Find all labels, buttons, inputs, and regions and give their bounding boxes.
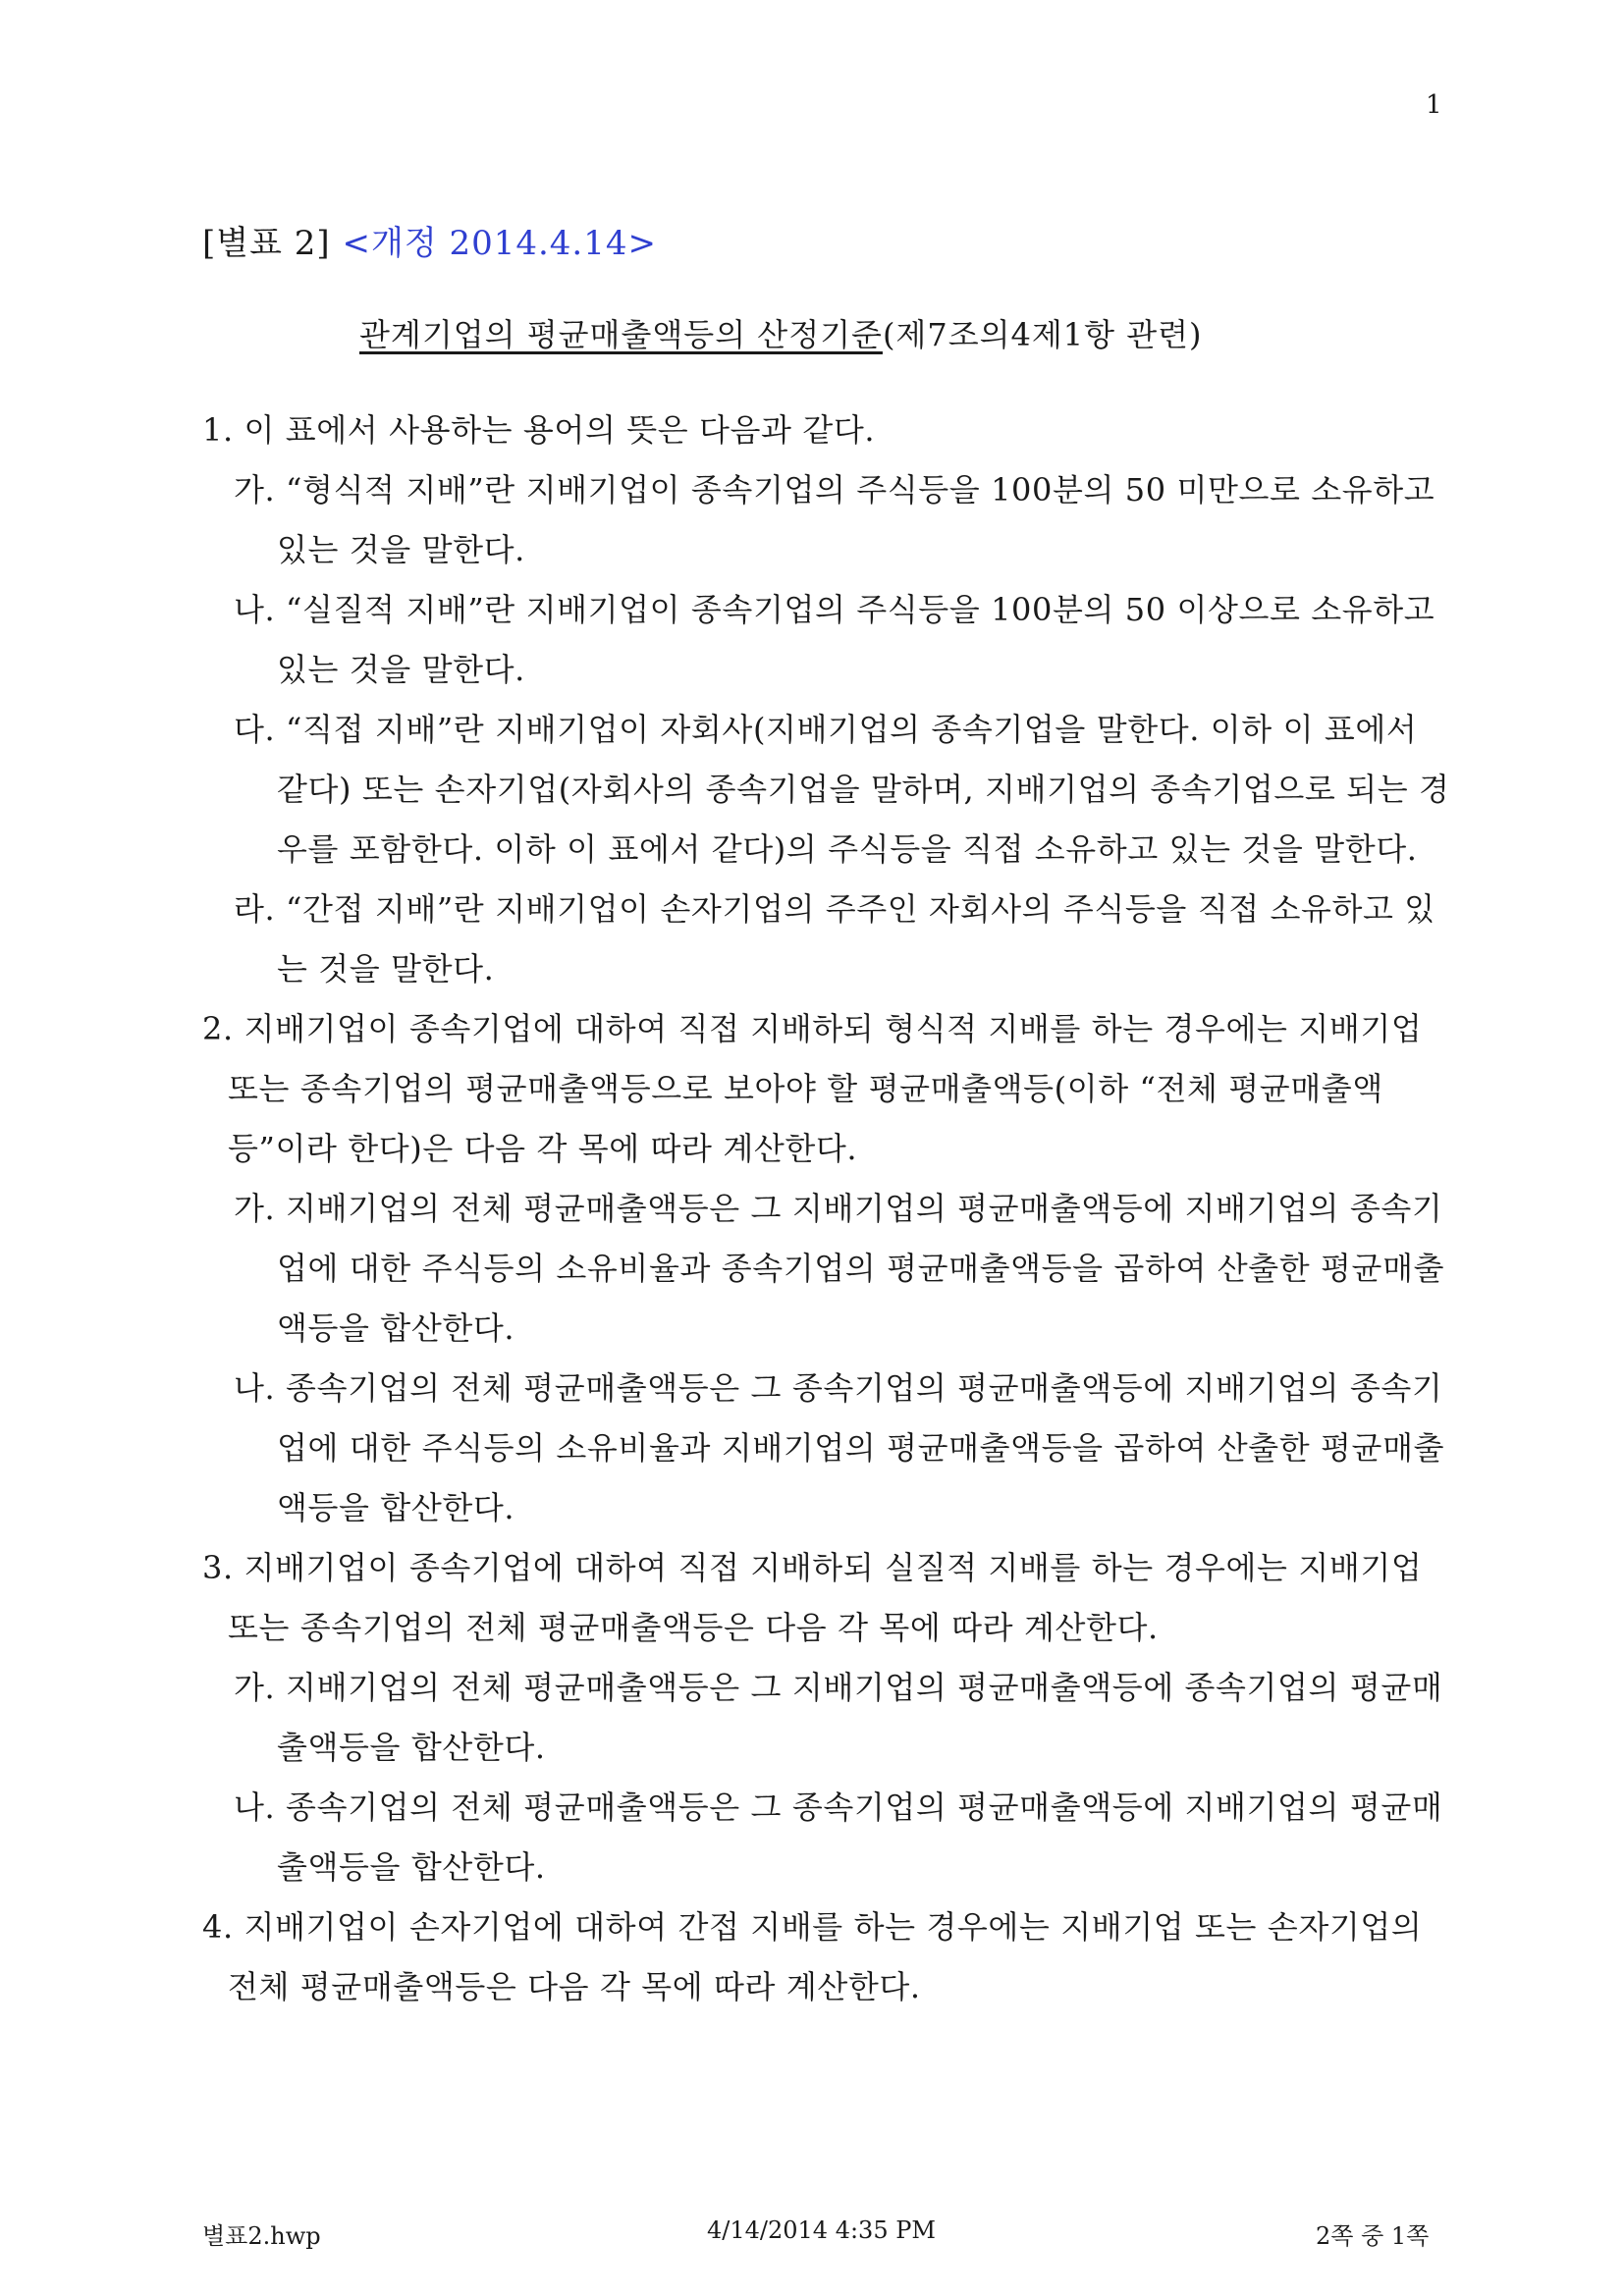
title-reference: (제7조의4제1항 관련) xyxy=(882,316,1203,353)
section-4: 4. 지배기업이 손자기업에 대하여 간접 지배를 하는 경우에는 지배기업 또는 손자기업의 전체 평균매출액등은 다음 각 목에 따라 계산한다. xyxy=(202,1908,1423,2005)
amendment-link[interactable]: <개정 2014.4.14> xyxy=(342,224,657,263)
page-number: 1 xyxy=(1426,90,1442,120)
document-title xyxy=(359,310,1203,355)
section-3-item-ga: 가. 지배기업의 전체 평균매출액등은 그 지배기업의 평균매출액등에 종속기업의 평균매출액등을 합산한다. xyxy=(234,1669,1443,1766)
section-2: 2. 지배기업이 종속기업에 대하여 직접 지배하되 형식적 지배를 하는 경우에는 지배기업 또는 종속기업의 평균매출액등으로 보아야 할 평균매출액등(이하 “전체 평균매출액등”이라 한다)은 다음 각 목에 따라 계산한다. xyxy=(202,1010,1423,1167)
footer-filename: 별표2.hwp xyxy=(202,2222,321,2250)
section-1-item-na: 나. “실질적 지배”란 지배기업이 종속기업의 주식등을 100분의 50 이상으로 소유하고 있는 것을 말한다. xyxy=(234,591,1435,688)
document-body xyxy=(0,400,1624,2017)
footer-datetime: 4/14/2014 4:35 PM xyxy=(707,2216,936,2244)
annex-heading xyxy=(202,216,657,264)
section-1: 1. 이 표에서 사용하는 용어의 뜻은 다음과 같다. xyxy=(202,411,876,449)
section-1-item-da: 다. “직접 지배”란 지배기업이 자회사(지배기업의 종속기업을 말한다. 이하 이 표에서 같다) 또는 손자기업(자회사의 종속기업을 말하며, 지배기업의 종속기업으로 되는 경우를 포함한다. 이하 이 표에서 같다)의 주식등을 직접 소유하고 있는 것을 말한다. xyxy=(234,711,1450,868)
section-1-item-ga: 가. “형식적 지배”란 지배기업이 종속기업의 주식등을 100분의 50 미만으로 소유하고 있는 것을 말한다. xyxy=(234,471,1435,568)
section-2-item-ga: 가. 지배기업의 전체 평균매출액등은 그 지배기업의 평균매출액등에 지배기업의 종속기업에 대한 주식등의 소유비율과 종속기업의 평균매출액등을 곱하여 산출한 평균매출액등을 합산한다. xyxy=(234,1190,1445,1347)
section-3: 3. 지배기업이 종속기업에 대하여 직접 지배하되 실질적 지배를 하는 경우에는 지배기업 또는 종속기업의 전체 평균매출액등은 다음 각 목에 따라 계산한다. xyxy=(202,1549,1423,1646)
section-2-item-na: 나. 종속기업의 전체 평균매출액등은 그 종속기업의 평균매출액등에 지배기업의 종속기업에 대한 주식등의 소유비율과 지배기업의 평균매출액등을 곱하여 산출한 평균매출액등을 합산한다. xyxy=(234,1369,1445,1526)
footer-page-count: 2쪽 중 1쪽 xyxy=(1316,2222,1430,2250)
title-main: 관계기업의 평균매출액등의 산정기준 xyxy=(359,316,883,353)
section-3-item-na: 나. 종속기업의 전체 평균매출액등은 그 종속기업의 평균매출액등에 지배기업의 평균매출액등을 합산한다. xyxy=(234,1789,1443,1886)
annex-label: [별표 2] xyxy=(202,224,331,263)
section-1-item-ra: 라. “간접 지배”란 지배기업이 손자기업의 주주인 자회사의 주식등을 직접 소유하고 있는 것을 말한다. xyxy=(234,890,1435,988)
